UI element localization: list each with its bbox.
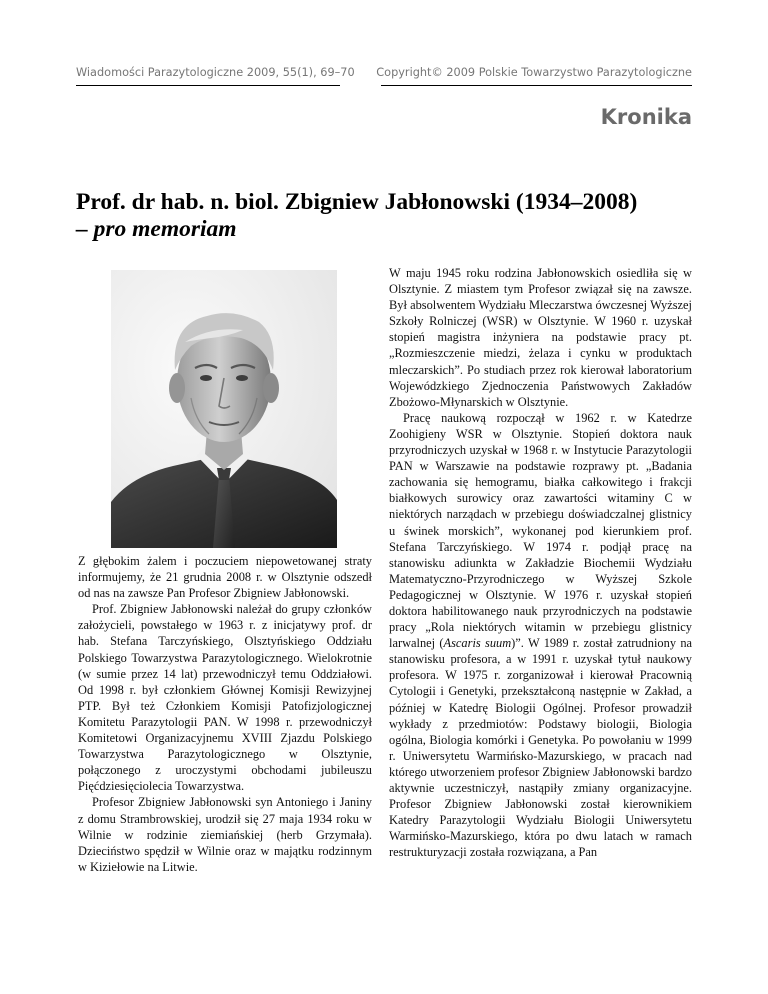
section-heading: Kronika	[600, 105, 692, 129]
right-text-column	[389, 265, 692, 860]
paragraph: W maju 1945 roku rodzina Jabłonowskich osiedliła się w Olsztynie. Z miastem tym Profesor związał się na zawsze. Był absolwentem Wydziału Mleczarstwa ówczesnej Wyższej Szkoły Rolniczej (WSR) w Olsztynie. W 1960 r. uzyskał stopień magistra inżyniera na podstawie pracy pt. „Rozmieszczenie miedzi, żelaza i cynku w produktach mleczarskich”. Po studiach przez rok kierował laboratorium Wojewódzkiego Zjednoczenia Państwowych Zakładów Zbożowo-Młynarskich w Olsztynie.	[389, 266, 692, 409]
journal-citation: Wiadomości Parazytologiczne 2009, 55(1), 69–70	[76, 66, 355, 79]
paragraph: Prof. Zbigniew Jabłonowski należał do grupy członków założycieli, powstałego w 1963 r. z inicjatywy prof. dr hab. Stefana Tarczyńskiego, Olsztyńskiego Oddziału Polskiego Towarzystwa Parazytologicznego. Wielokrotnie (w sumie przez 14 lat) przewodniczył temu Oddziałowi. Od 1998 r. był członkiem Głównej Komisji Rewizyjnej PTP. Był też Członkiem Komisji Patofizjologicznej Komitetu Parazytologii PAN. W 1998 r. przewodniczył Komitetowi Organizacyjnemu XVIII Zjazdu Polskiego Towarzystwa Parazytologicznego w Olsztynie, połączonego z uroczystymi obchodami jubileuszu Pięćdziesięciolecia Towarzystwa.	[78, 602, 372, 794]
paragraph-text: )”. W 1989 r. został zatrudniony na stanowisku profesora, a w 1991 r. uzyskał tytuł naukowy profesora. W 1975 r. zorganizował i kierował Pracownią Cytologii i Genetyki, przekształconą następnie w Zakład, a później w Katedrę Biologii Ogólnej. Profesor prowadził wykłady z przedmiotów: Podstawy biologii, Biologia ogólna, Biologia komórki i Genetyka. Po powołaniu w 1999 r. Uniwersytetu Warmińsko-Mazurskiego, w pracach nad którego utworzeniem profesor Zbigniew Jabłonowski bardzo aktywnie uczestniczył, nastąpiły zmiany organizacyjne. Profesor Zbigniew Jabłonowski został kierownikiem Katedry Parazytologii Wydziału Biologii Uniwersytetu Warmińsko-Mazurskiego, która po dwu latach w ramach restrukturyzacji została rozwiązana, a Pan	[389, 636, 693, 860]
paragraph: Profesor Zbigniew Jabłonowski syn Antoniego i Janiny z domu Strambrowskiej, urodził się 27 maja 1934 roku w Wilnie w rodzinie ziemiańskiej (herb Grzymała). Dzieciństwo spędził w Wilnie oraz w majątku rodzinnym w Kiziełowie na Litwie.	[78, 795, 372, 874]
header-rule-right	[381, 85, 692, 86]
left-text-column	[78, 553, 372, 875]
copyright-notice: Copyright© 2009 Polskie Towarzystwo Parazytologiczne	[376, 66, 692, 79]
paragraph	[389, 410, 692, 861]
title-subtitle: – pro memoriam	[76, 216, 237, 242]
article-title	[76, 189, 696, 243]
paragraph-text: Pracę naukową rozpoczął w 1962 r. w Katedrze Zoohigieny WSR w Olsztynie. Stopień doktora nauk przyrodniczych uzyskał w 1968 r. w Instytucie Parazytologii PAN w Warszawie na podstawie rozprawy pt. „Badania zachowania się hemogramu, białka całkowitego i frakcji białkowych surowicy oraz zawartości witaminy C w niektórych narządach w przebiegu doświadczalnej glistnicy u świnek morskich”, wykonanej pod kierunkiem prof. Stefana Tarczyńskiego. W 1974 r. podjął pracę na stanowisku adiunkta w Zakładzie Biochemii Wydziału Matematyczno-Przyrodniczego w Wyższej Szkole Pedagogicznej w Olsztynie. W 1976 r. uzyskał stopień doktora habilitowanego nauk przyrodniczych na podstawie pracy „Rola niektórych witamin w przebiegu glistnicy larwalnej (	[389, 410, 692, 651]
paragraph: Z głębokim żalem i poczuciem niepowetowanej straty informujemy, że 21 grudnia 2008 r. w Olsztynie odszedł od nas na zawsze Pan Profesor Zbigniew Jabłonowski.	[78, 554, 372, 601]
portrait-photo	[111, 270, 337, 548]
title-main: Prof. dr hab. n. biol. Zbigniew Jabłonowski (1934–2008)	[76, 189, 638, 215]
species-name: Ascaris suum	[443, 636, 512, 651]
header-rule-left	[76, 85, 340, 86]
